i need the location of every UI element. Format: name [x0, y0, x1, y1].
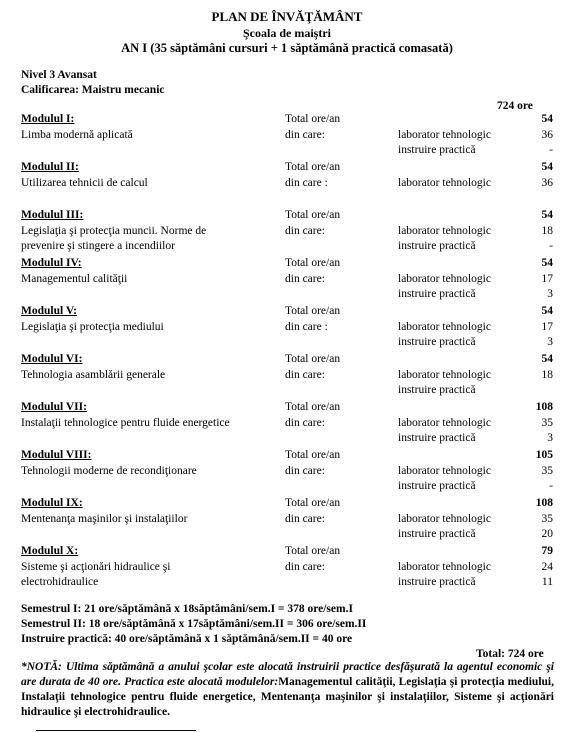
module-label: Modulul VII: [21, 401, 87, 413]
module-total-hours: 79 [541, 545, 553, 557]
module-name: Tehnologia asamblării generale [21, 368, 166, 381]
module-name: prevenire şi stingere a incendiilor [21, 240, 175, 252]
sub-label: laborator tehnologic [398, 176, 491, 189]
sub-label: laborator tehnologic [398, 128, 491, 141]
total-hours-label: Total ore/an [285, 545, 341, 557]
sub-value: 20 [541, 528, 553, 540]
din-care-label: din care: [285, 224, 325, 237]
sub-label: instruire practică [398, 336, 476, 348]
sub-label: laborator tehnologic [398, 224, 491, 237]
module-total-hours: 54 [541, 353, 553, 365]
module-label: Modulul III: [21, 209, 84, 221]
module-total-hours: 108 [535, 401, 553, 413]
total-hours-top: 724 ore [497, 100, 533, 112]
sub-value: 35 [541, 512, 553, 525]
module-total-hours: 54 [541, 257, 553, 269]
module-name: Utilizarea tehnicii de calcul [21, 176, 148, 189]
din-care-label: din care: [285, 368, 325, 381]
sub-value: 3 [547, 432, 553, 444]
total-hours-label: Total ore/an [285, 161, 341, 173]
sub-label: instruire practică [398, 384, 476, 396]
module-total-hours: 108 [535, 497, 553, 509]
note-bold-text: Managementul calităţii, Legislaţia şi protecţia mediului, Instalaţii tehnologice pentru fluide energetice, Mentenanţa maşinilor şi instalaţiilor, Sisteme şi acţionări hidraulice şi electrohidraulice. [21, 676, 554, 718]
total-hours-label: Total ore/an [285, 353, 341, 365]
sub-value: 11 [541, 576, 553, 588]
sub-value: - [549, 144, 553, 156]
module-name: Legislaţia şi protecţia mediului [21, 320, 164, 333]
sub-value: 3 [547, 288, 553, 300]
sub-label: instruire practică [398, 144, 476, 156]
practice-line: Instruire practică: 40 ore/săptămână x 1 săptămână/sem.II = 40 ore [21, 633, 353, 645]
sub-label: instruire practică [398, 480, 476, 492]
sub-label: laborator tehnologic [398, 272, 491, 285]
module-label: Modulul I: [21, 113, 75, 125]
semester-1-line: Semestrul I: 21 ore/săptămână x 18săptămâni/sem.I = 378 ore/sem.I [21, 603, 353, 615]
sub-value: 36 [541, 176, 553, 189]
total-hours-label: Total ore/an [285, 449, 341, 461]
sub-label: laborator tehnologic [398, 560, 491, 573]
din-care-label: din care: [285, 128, 325, 141]
module-total-hours: 54 [541, 209, 553, 221]
sub-value: 3 [547, 336, 553, 348]
module-total-hours: 54 [541, 305, 553, 317]
sub-value: 18 [541, 224, 553, 237]
module-name: Tehnologii moderne de recondiţionare [21, 464, 197, 477]
total-hours-label: Total ore/an [285, 209, 341, 221]
din-care-label: din care: [285, 560, 325, 573]
level-label: Nivel 3 Avansat [21, 69, 97, 81]
sub-label: laborator tehnologic [398, 416, 491, 429]
semester-2-line: Semestrul II: 18 ore/săptămână x 17săptămâni/sem.II = 306 ore/sem.II [21, 618, 367, 630]
module-label: Modulul V: [21, 305, 77, 317]
module-total-hours: 105 [535, 449, 553, 461]
sub-label: laborator tehnologic [398, 464, 491, 477]
module-label: Modulul VI: [21, 353, 83, 365]
module-total-hours: 54 [541, 161, 553, 173]
total-bottom: Total: 724 ore [476, 648, 544, 660]
din-care-label: din care : [285, 176, 328, 189]
module-label: Modulul VIII: [21, 449, 92, 461]
sub-label: instruire practică [398, 288, 476, 300]
footnote-rule [36, 730, 196, 731]
sub-value: 17 [541, 272, 553, 285]
sub-value: 17 [541, 320, 553, 333]
sub-value: 18 [541, 368, 553, 381]
sub-label: instruire practică [398, 576, 476, 588]
module-name: Instalaţii tehnologice pentru fluide energetice [21, 416, 230, 429]
sub-label: instruire practică [398, 528, 476, 540]
total-hours-label: Total ore/an [285, 257, 341, 269]
year-line: AN I (35 săptămâni cursuri + 1 săptămână practică comasată) [121, 41, 453, 55]
din-care-label: din care: [285, 416, 325, 429]
sub-value: 24 [541, 560, 553, 573]
sub-value: - [549, 240, 553, 252]
plan-title: PLAN DE ÎNVĂŢĂMÂNT [211, 9, 363, 24]
sub-label: laborator tehnologic [398, 320, 491, 333]
school-name: Şcoala de maiştri [243, 26, 331, 40]
module-name: Limba modernă aplicată [21, 128, 133, 141]
total-hours-label: Total ore/an [285, 305, 341, 317]
sub-label: laborator tehnologic [398, 512, 491, 525]
module-label: Modulul IX: [21, 497, 83, 509]
sub-value: 36 [541, 128, 553, 141]
sub-label: instruire practică [398, 240, 476, 252]
module-name: Managementul calităţii [21, 272, 128, 285]
module-name: electrohidraulice [21, 576, 99, 588]
din-care-label: din care: [285, 272, 325, 285]
din-care-label: din care : [285, 320, 328, 333]
module-label: Modulul II: [21, 161, 79, 173]
note-lead: *NOTĂ: [21, 661, 62, 673]
total-hours-label: Total ore/an [285, 497, 341, 509]
total-hours-label: Total ore/an [285, 113, 341, 125]
module-label: Modulul IV: [21, 257, 82, 269]
sub-value: 35 [541, 464, 553, 477]
note-paragraph [21, 660, 554, 720]
qualification-label: Calificarea: Maistru mecanic [21, 84, 165, 96]
module-name: Sisteme şi acţionări hidraulice şi [21, 560, 171, 573]
module-name: Legislaţia şi protecţia muncii. Norme de [21, 224, 207, 237]
module-total-hours: 54 [541, 113, 553, 125]
note-italic-text: Ultima săptămână a anului şcolar este alocată instruirii practice desfăşurată la agentul economic şi are durata de 40 ore. Practica este alocată modulelor: [21, 661, 554, 688]
module-name: Mentenanţa maşinilor şi instalaţiilor [21, 512, 188, 525]
din-care-label: din care: [285, 464, 325, 477]
sub-value: - [549, 480, 553, 492]
din-care-label: din care: [285, 512, 325, 525]
sub-value: 35 [541, 416, 553, 429]
sub-label: instruire practică [398, 432, 476, 444]
total-hours-label: Total ore/an [285, 401, 341, 413]
module-label: Modulul X: [21, 545, 79, 557]
sub-label: laborator tehnologic [398, 368, 491, 381]
